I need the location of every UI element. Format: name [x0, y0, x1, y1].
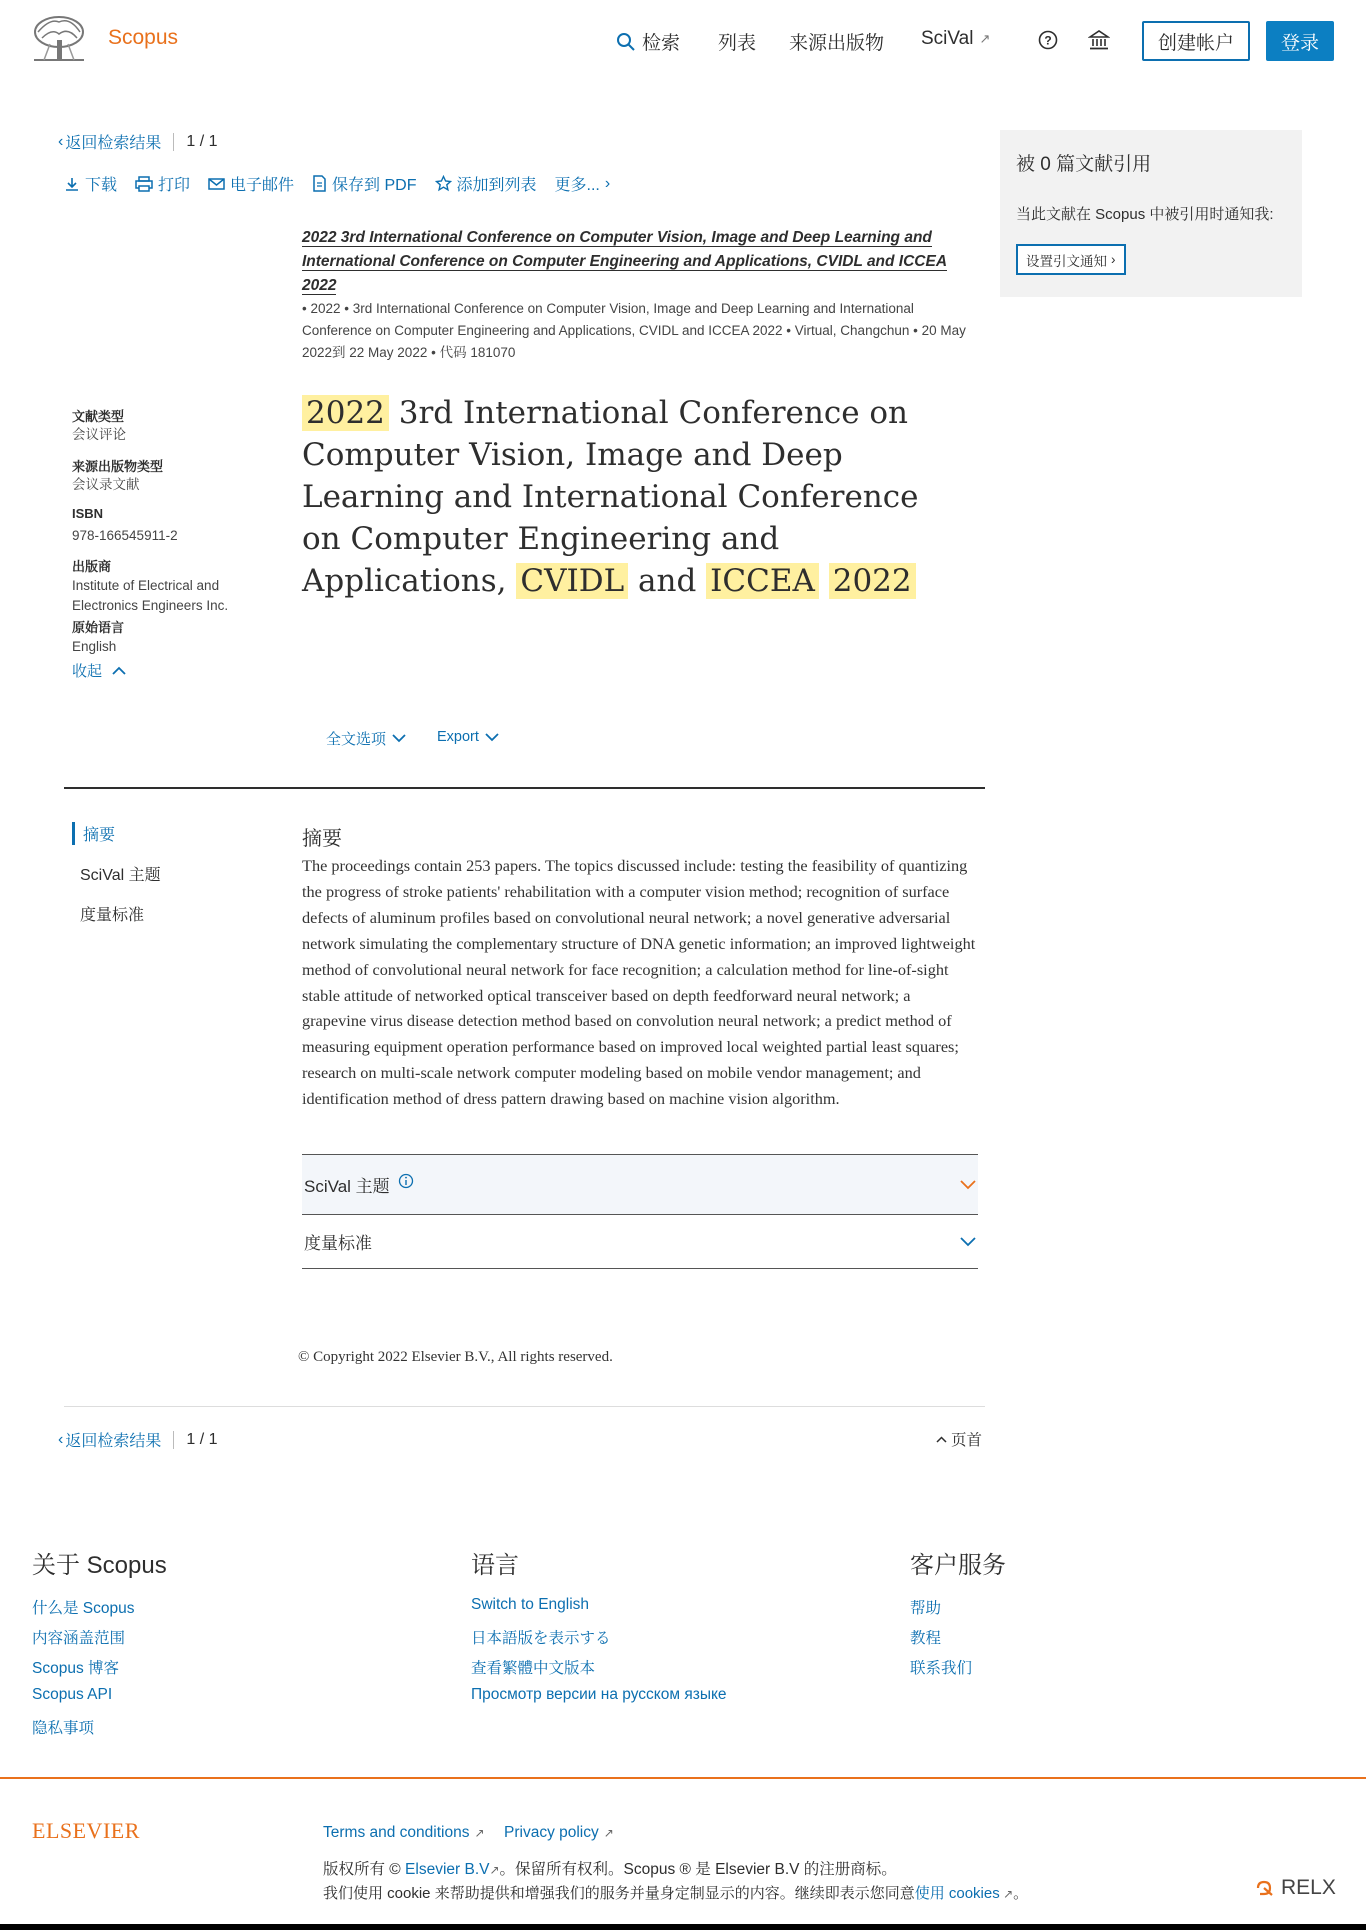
email-icon	[208, 177, 225, 191]
chevron-down-icon	[485, 733, 499, 742]
nav-scival-label: SciVal	[921, 28, 974, 49]
pdf-icon	[312, 175, 327, 192]
anchor-scival-topics[interactable]: SciVal 主题	[80, 867, 161, 884]
collapse-button[interactable]: 收起	[72, 660, 126, 681]
terms-link[interactable]: Terms and conditions ↗	[323, 1824, 485, 1841]
language-link[interactable]: 查看繁體中文版本	[471, 1660, 596, 1677]
search-icon	[616, 32, 636, 52]
language-value: English	[72, 639, 117, 654]
site-header	[0, 0, 1366, 80]
footer-link[interactable]: 内容涵盖范围	[32, 1630, 126, 1647]
isbn-value: 978-166545911-2	[72, 528, 178, 543]
chevron-down-icon	[960, 1237, 976, 1247]
language-link[interactable]: Switch to English	[471, 1596, 590, 1613]
chevron-up-icon	[936, 1436, 947, 1443]
help-icon[interactable]	[1038, 30, 1058, 50]
anchor-abstract[interactable]: 摘要	[72, 822, 115, 845]
external-link-icon: ↗	[999, 1887, 1014, 1901]
export-button[interactable]: Export	[437, 729, 499, 745]
chevron-up-icon	[112, 666, 126, 675]
email-button[interactable]: 电子邮件	[208, 172, 294, 195]
nav-lists-label: 列表	[718, 33, 757, 54]
external-link-icon: ↗	[979, 31, 991, 46]
footer-service-heading: 客户服务	[910, 1552, 1006, 1579]
print-icon	[135, 176, 153, 192]
bottom-bar	[0, 1924, 1366, 1930]
title-highlight: 2022	[829, 563, 916, 599]
footer-link[interactable]: 隐私事项	[32, 1720, 95, 1737]
rights-line: 版权所有 © Elsevier B.V↗。保留所有权利。Scopus ® 是 Elsevier B.V 的注册商标。	[323, 1861, 897, 1878]
section-divider	[64, 1406, 985, 1407]
fulltext-options-button[interactable]: 全文选项	[326, 728, 406, 749]
title-highlight: CVIDL	[516, 563, 628, 599]
elsevier-logo[interactable]: ELSEVIER	[32, 1818, 140, 1843]
doc-type-label: 文献类型	[72, 409, 125, 424]
nav-sources[interactable]	[789, 28, 884, 55]
section-divider	[64, 787, 985, 789]
source-type-value: 会议录文献	[72, 477, 140, 492]
back-to-results-link[interactable]: ‹ 返回检索结果	[58, 132, 162, 152]
footer-link[interactable]: 帮助	[910, 1600, 942, 1617]
source-meta: • 2022 • 3rd International Conference on Computer Vision, Image and Deep Learning and International Conference on Computer Engineering and Applications, CVIDL and ICCEA 2022 • Virtual, Changchun • 20 May 2022到 22 May 2022 • 代码 181070	[302, 301, 966, 360]
more-button[interactable]: 更多... ›	[554, 174, 611, 194]
publisher-value: Institute of Electrical and Electronics Engineers Inc.	[72, 578, 229, 613]
footer-link[interactable]: 教程	[910, 1630, 942, 1647]
language-link[interactable]: Просмотр версии на русском языке	[471, 1686, 727, 1703]
results-nav-top	[58, 130, 217, 153]
footer-about-heading: 关于 Scopus	[32, 1552, 167, 1579]
doc-type-value: 会议评论	[72, 427, 126, 442]
download-button[interactable]: 下载	[64, 172, 117, 195]
footer-link[interactable]: Scopus API	[32, 1686, 113, 1703]
result-position: 1 / 1	[186, 132, 218, 150]
source-title[interactable]: 2022 3rd International Conference on Computer Vision, Image and Deep Learning and International Conference on Computer Engineering and Applications, CVIDL and ICCEA 2022	[302, 229, 948, 294]
chevron-right-icon: ›	[1111, 252, 1116, 267]
footer-divider	[0, 1777, 1366, 1779]
elsevier-tree-logo-icon[interactable]	[30, 14, 88, 64]
title-highlight: 2022	[302, 395, 389, 431]
language-link[interactable]: 日本語版を表示する	[471, 1630, 611, 1647]
cited-count: 0	[1040, 154, 1051, 175]
chevron-down-icon	[960, 1180, 976, 1190]
login-button[interactable]: 登录	[1266, 21, 1334, 61]
chevron-down-icon	[392, 734, 406, 743]
divider	[173, 133, 174, 151]
svg-text:?: ?	[1044, 33, 1052, 48]
abstract-text: The proceedings contain 253 papers. The topics discussed include: testing the feasibility of quantizing the progress of stroke patients' rehabilitation with a computer vision method; recognition of surface defects of aluminum profiles based on convolutional neural network; a novel generative adversarial network simulating the complementary structure of DNA genetic information; an improved lightweight method of convolutional neural network for face recognition; a calculation method for line-of-sight stable attitude of networked optical transceiver based on depth feedforward neural network; a grapevine virus disease detection method based on convolution neural network; a predict method of measuring equipment operation performance based on improved local weighted partial least squares; research on multi-scale network computer modeling based on mobile vendor management; and identification method of dress pattern drawing based on machine vision algorithm.	[302, 856, 976, 1109]
set-citation-alert-button[interactable]: 设置引文通知 ›	[1016, 244, 1126, 275]
chevron-right-icon: ›	[604, 174, 611, 192]
cookies-link[interactable]: 使用 cookies	[914, 1885, 1000, 1902]
relx-logo[interactable]: RELX	[1255, 1876, 1336, 1900]
create-account-button[interactable]: 创建帐户	[1142, 21, 1250, 61]
cited-by-description: 当此文献在 Scopus 中被引用时通知我:	[1016, 206, 1274, 223]
external-link-icon: ↗	[489, 1863, 500, 1877]
download-icon	[64, 176, 80, 192]
footer-link[interactable]: 联系我们	[910, 1660, 973, 1677]
nav-lists[interactable]	[718, 28, 756, 55]
abstract-heading: 摘要	[302, 828, 342, 850]
metrics-accordion[interactable]: 度量标准	[302, 1214, 978, 1269]
anchor-metrics[interactable]: 度量标准	[80, 907, 145, 924]
print-button[interactable]: 打印	[135, 172, 190, 195]
scival-topics-accordion[interactable]: SciVal 主题	[302, 1154, 978, 1214]
elsevier-link[interactable]: Elsevier B.V	[405, 1861, 490, 1878]
nav-scival[interactable]	[921, 28, 990, 50]
footer-language-heading: 语言	[471, 1552, 519, 1579]
institution-icon[interactable]	[1088, 29, 1110, 51]
relx-mark-icon	[1255, 1879, 1275, 1897]
save-pdf-button[interactable]: 保存到 PDF	[312, 172, 416, 195]
cookie-line: 我们使用 cookie 来帮助提供和增强我们的服务并量身定制显示的内容。继续即表示您同意使用 cookies ↗。	[323, 1885, 1029, 1902]
nav-sources-label: 来源出版物	[789, 33, 885, 54]
cited-by-title: 被 0 篇文献引用	[1016, 154, 1152, 175]
back-to-top-link[interactable]: 页首	[936, 1428, 982, 1450]
add-to-list-button[interactable]: 添加到列表	[435, 172, 537, 195]
divider	[173, 1431, 174, 1449]
language-label: 原始语言	[72, 620, 125, 635]
document-title: 2022 3rd International Conference on Computer Vision, Image and Deep Learning and International Conference on Computer Engineering and Applications, CVIDL and ICCEA 2022	[302, 395, 919, 599]
footer-link[interactable]: 什么是 Scopus	[32, 1600, 135, 1617]
publisher-label: 出版商	[72, 559, 112, 574]
nav-search-label: 检索	[642, 33, 681, 54]
copyright-notice: © Copyright 2022 Elsevier B.V., All rights reserved.	[298, 1349, 613, 1365]
footer-link[interactable]: Scopus 博客	[32, 1660, 120, 1677]
external-link-icon: ↗	[603, 1826, 614, 1840]
result-position: 1 / 1	[186, 1430, 218, 1448]
external-link-icon: ↗	[474, 1826, 485, 1840]
scopus-logo-text[interactable]: Scopus	[108, 26, 179, 49]
source-type-label: 来源出版物类型	[72, 459, 164, 474]
star-icon	[435, 175, 452, 192]
privacy-link[interactable]: Privacy policy ↗	[504, 1824, 614, 1841]
chevron-left-icon: ‹	[58, 1430, 64, 1448]
nav-search[interactable]	[616, 28, 680, 55]
results-nav-bottom	[58, 1428, 217, 1451]
title-highlight: ICCEA	[706, 563, 819, 599]
document-toolbar	[64, 172, 610, 195]
isbn-label: ISBN	[72, 506, 104, 521]
back-to-results-link[interactable]: ‹ 返回检索结果	[58, 1430, 162, 1450]
info-icon[interactable]	[398, 1173, 414, 1189]
chevron-left-icon: ‹	[58, 132, 64, 150]
